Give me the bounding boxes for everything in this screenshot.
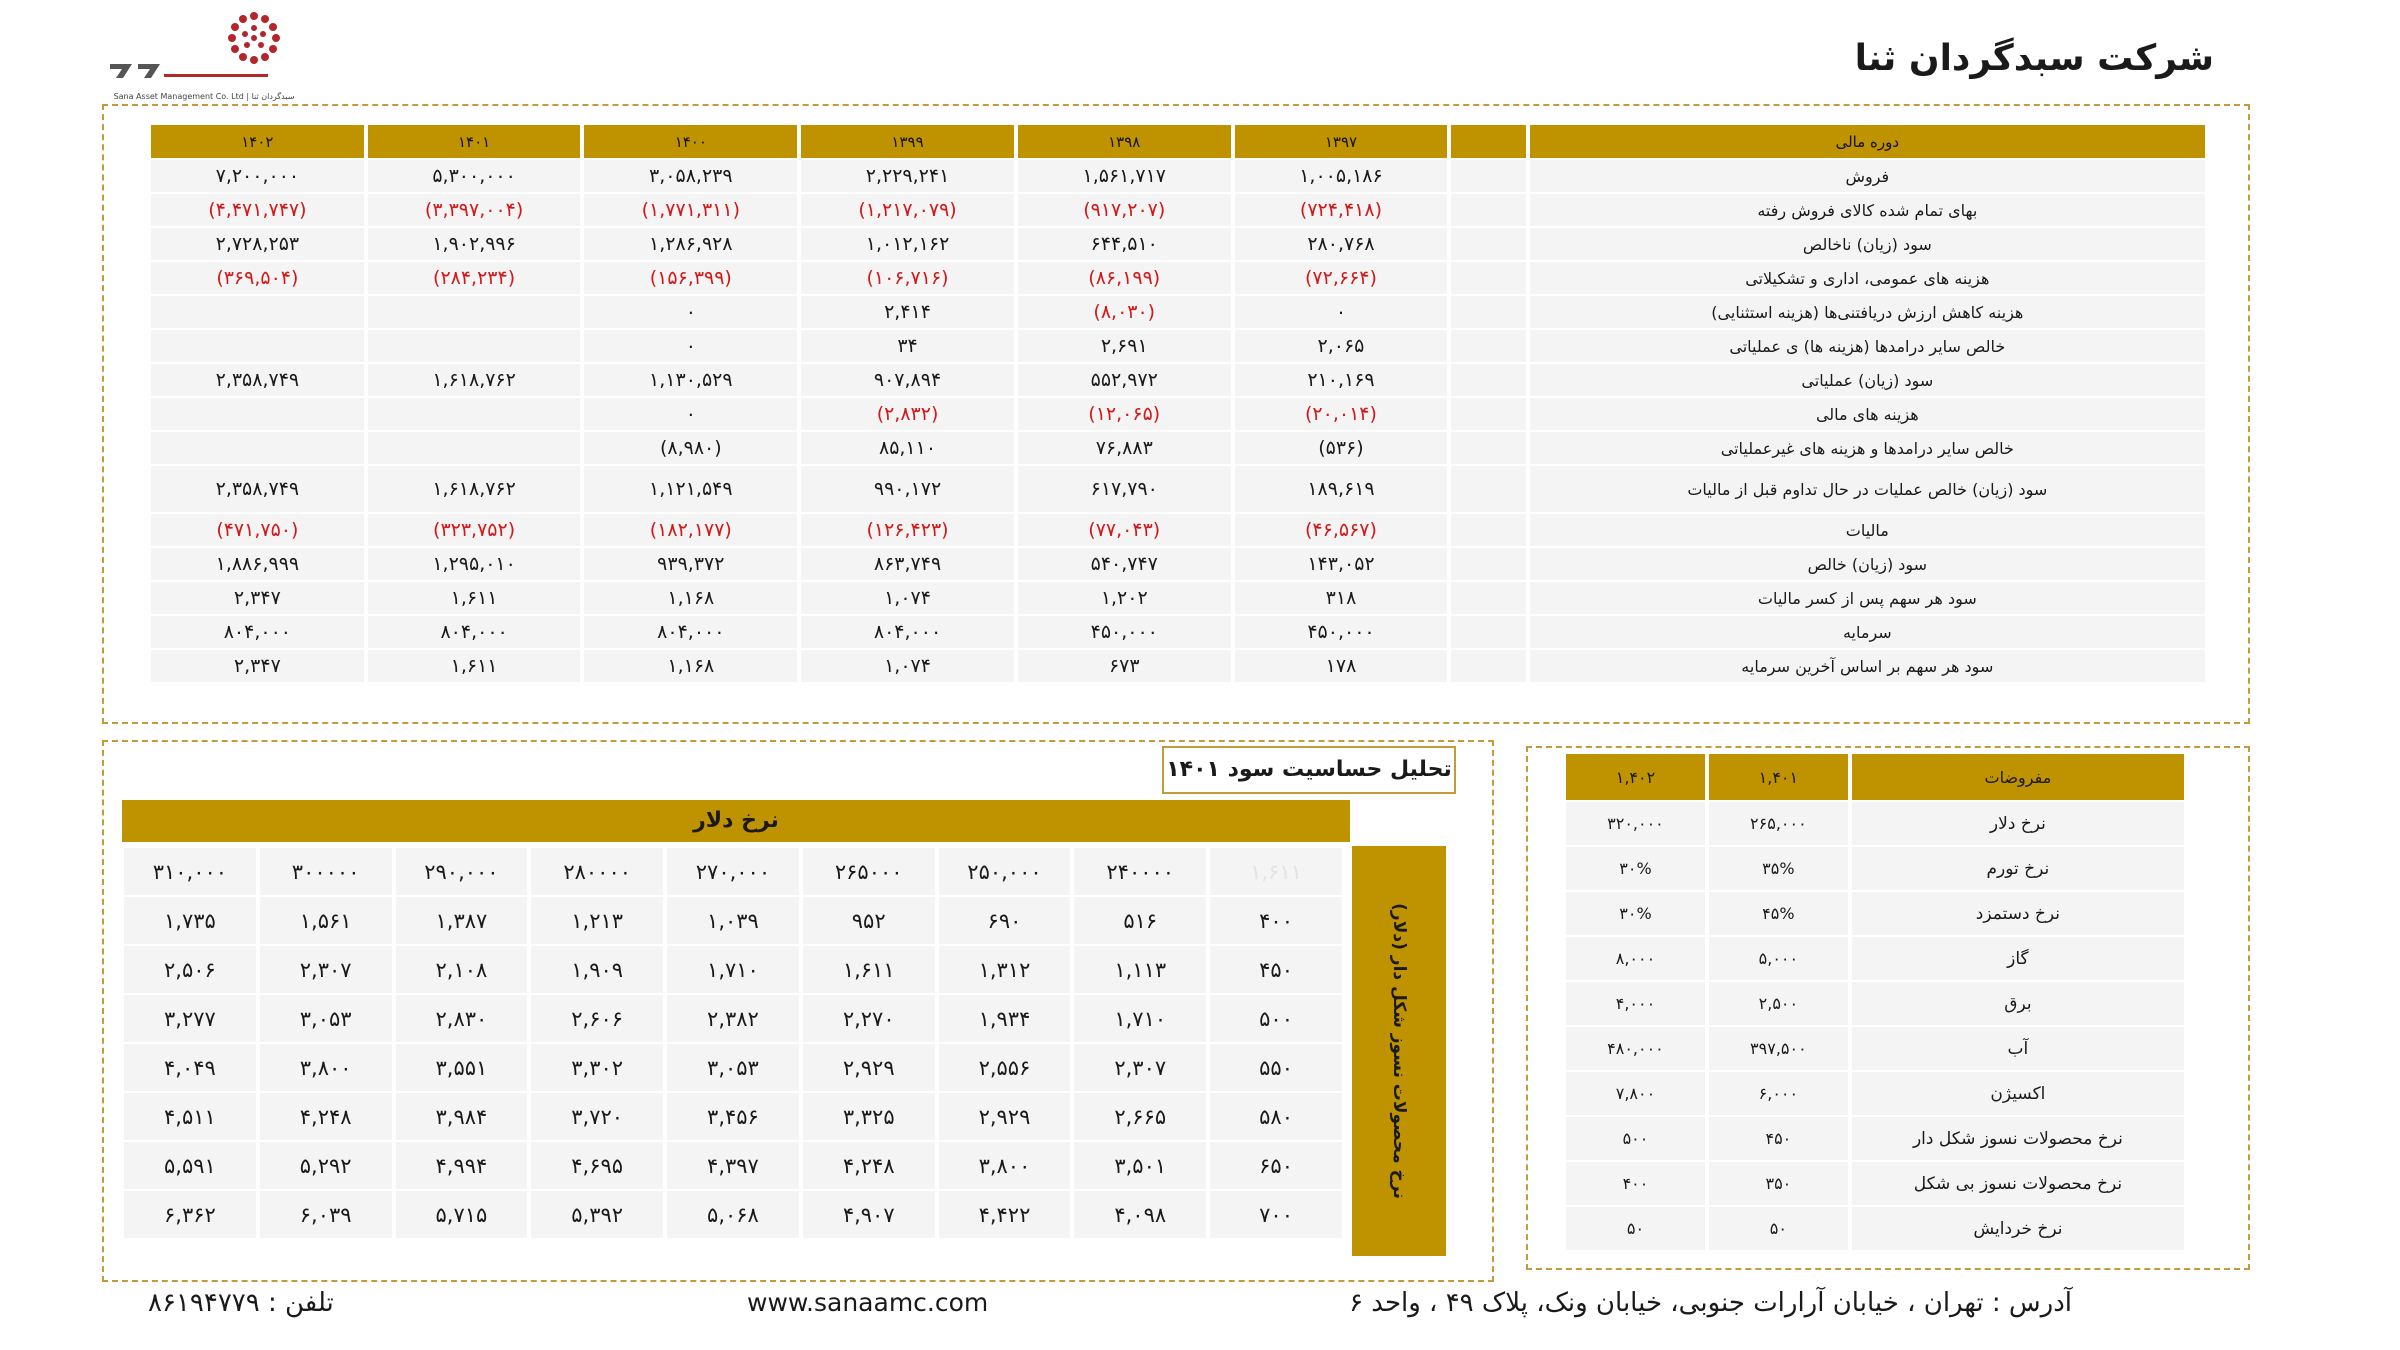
assumption-value: ۴۵۰ (1709, 1117, 1848, 1160)
corner-cell: ۱,۶۱۱ (1210, 848, 1342, 895)
value-cell: ۳۴ (801, 330, 1014, 362)
profit-cell: ۵,۲۹۲ (260, 1142, 392, 1189)
product-price-cell: ۵۸۰ (1210, 1093, 1342, 1140)
value-cell (151, 432, 364, 464)
profit-cell: ۲,۵۰۶ (124, 946, 256, 993)
table-row (1566, 847, 2184, 890)
assumptions-header-row (1566, 754, 2184, 800)
profit-cell: ۴,۰۴۹ (124, 1044, 256, 1091)
row-label: سود هر سهم پس از کسر مالیات (1530, 582, 2205, 614)
dollar-rate-cell: ۲۹۰,۰۰۰ (396, 848, 528, 895)
assumption-value: ۵۰۰ (1566, 1117, 1705, 1160)
value-cell: ۱,۶۱۱ (368, 650, 581, 682)
value-cell: (۴۶,۵۶۷) (1235, 514, 1448, 546)
value-cell: (۱,۲۱۷,۰۷۹) (801, 194, 1014, 226)
profit-cell: ۱,۰۳۹ (667, 897, 799, 944)
table-row (151, 228, 2205, 260)
value-cell: ۱,۰۱۲,۱۶۲ (801, 228, 1014, 260)
profit-cell: ۳,۸۰۰ (939, 1142, 1071, 1189)
value-cell: (۱۰۶,۷۱۶) (801, 262, 1014, 294)
value-cell: ۰ (1235, 296, 1448, 328)
logo-mark-icon (104, 8, 304, 92)
value-cell: ۷۶,۸۸۳ (1018, 432, 1231, 464)
profit-cell: ۳,۵۰۱ (1074, 1142, 1206, 1189)
sensitivity-table (120, 846, 1346, 1240)
value-cell: ۱,۶۱۱ (368, 582, 581, 614)
value-cell: ۲,۳۵۸,۷۴۹ (151, 364, 364, 396)
footer-address: آدرس : تهران ، خیابان آرارات جنوبی، خیابان ونک، پلاک ۴۹ ، واحد ۶ (1349, 1288, 2072, 1318)
assumption-value: ۷,۸۰۰ (1566, 1072, 1705, 1115)
value-cell: ۱,۲۸۶,۹۲۸ (584, 228, 797, 260)
value-cell (151, 296, 364, 328)
value-cell: ۶۴۴,۵۱۰ (1018, 228, 1231, 260)
value-cell (368, 432, 581, 464)
profit-cell: ۴,۰۹۸ (1074, 1191, 1206, 1238)
assumption-label: برق (1852, 982, 2184, 1025)
assumptions-header: مفروضات (1852, 754, 2184, 800)
value-cell: ۱,۰۷۴ (801, 650, 1014, 682)
row-label: فروش (1530, 160, 2205, 192)
value-cell: ۱,۲۰۲ (1018, 582, 1231, 614)
profit-cell: ۳,۵۵۱ (396, 1044, 528, 1091)
profit-cell: ۳,۳۰۲ (531, 1044, 663, 1091)
assumption-value: ۳۰% (1566, 847, 1705, 890)
spacer-cell (1451, 616, 1525, 648)
dollar-rate-cell: ۲۵۰,۰۰۰ (939, 848, 1071, 895)
profit-cell: ۲,۸۳۰ (396, 995, 528, 1042)
spacer-cell (1451, 514, 1525, 546)
profit-cell: ۲,۳۰۷ (260, 946, 392, 993)
assumption-value: ۴۰۰ (1566, 1162, 1705, 1205)
value-cell: ۱,۸۸۶,۹۹۹ (151, 548, 364, 580)
table-row (151, 330, 2205, 362)
value-cell: ۹۹۰,۱۷۲ (801, 466, 1014, 512)
value-cell: ۲,۳۵۸,۷۴۹ (151, 466, 364, 512)
value-cell: (۲۸۴,۲۳۴) (368, 262, 581, 294)
value-cell: (۹۱۷,۲۰۷) (1018, 194, 1231, 226)
value-cell: ۱۸۹,۶۱۹ (1235, 466, 1448, 512)
assumption-value: ۶,۰۰۰ (1709, 1072, 1848, 1115)
assumption-value: ۵۰ (1566, 1207, 1705, 1250)
assumption-value: ۴۵% (1709, 892, 1848, 935)
row-label: سرمایه (1530, 616, 2205, 648)
assumption-value: ۵,۰۰۰ (1709, 937, 1848, 980)
spacer-cell (1451, 330, 1525, 362)
product-price-cell: ۶۵۰ (1210, 1142, 1342, 1189)
product-price-cell: ۵۰۰ (1210, 995, 1342, 1042)
dollar-rate-cell: ۲۴۰۰۰۰ (1074, 848, 1206, 895)
value-cell (368, 296, 581, 328)
profit-cell: ۱,۶۱۱ (803, 946, 935, 993)
year-header: ۱۴۰۱ (368, 125, 581, 158)
profit-cell: ۴,۹۹۴ (396, 1142, 528, 1189)
value-cell: ۱,۱۲۱,۵۴۹ (584, 466, 797, 512)
value-cell: ۲,۷۲۸,۲۵۳ (151, 228, 364, 260)
profit-cell: ۱,۵۶۱ (260, 897, 392, 944)
profit-cell: ۱,۱۱۳ (1074, 946, 1206, 993)
profit-cell: ۴,۵۱۱ (124, 1093, 256, 1140)
assumption-label: گاز (1852, 937, 2184, 980)
profit-cell: ۱,۹۰۹ (531, 946, 663, 993)
table-row (124, 995, 1342, 1042)
value-cell: ۹۰۷,۸۹۴ (801, 364, 1014, 396)
profit-cell: ۶,۰۳۹ (260, 1191, 392, 1238)
dollar-rate-cell: ۳۱۰,۰۰۰ (124, 848, 256, 895)
product-price-cell: ۵۵۰ (1210, 1044, 1342, 1091)
assumptions-table (1562, 752, 2188, 1252)
value-cell: ۱,۹۰۲,۹۹۶ (368, 228, 581, 260)
table-row (124, 1093, 1342, 1140)
table-row (124, 1142, 1342, 1189)
profit-cell: ۵,۰۶۸ (667, 1191, 799, 1238)
table-row (151, 364, 2205, 396)
profit-cell: ۴,۳۹۷ (667, 1142, 799, 1189)
table-row (1566, 1207, 2184, 1250)
table-row (1566, 892, 2184, 935)
year-header: ۱,۴۰۲ (1566, 754, 1705, 800)
sensitivity-title: تحلیل حساسیت سود ۱۴۰۱ (1162, 746, 1456, 794)
assumption-value: ۴,۰۰۰ (1566, 982, 1705, 1025)
year-header: ۱۴۰۰ (584, 125, 797, 158)
table-row (1566, 982, 2184, 1025)
profit-cell: ۱,۳۱۲ (939, 946, 1071, 993)
profit-cell: ۱,۷۱۰ (1074, 995, 1206, 1042)
company-logo (104, 8, 304, 104)
profit-cell: ۴,۲۴۸ (260, 1093, 392, 1140)
row-label: بهای تمام شده کالای فروش رفته (1530, 194, 2205, 226)
value-cell (151, 398, 364, 430)
profit-cell: ۱,۹۳۴ (939, 995, 1071, 1042)
value-cell: (۳,۳۹۷,۰۰۴) (368, 194, 581, 226)
value-cell: ۱,۵۶۱,۷۱۷ (1018, 160, 1231, 192)
assumption-label: نرخ خردایش (1852, 1207, 2184, 1250)
product-price-cell: ۴۵۰ (1210, 946, 1342, 993)
table-row (151, 548, 2205, 580)
value-cell: ۴۵۰,۰۰۰ (1235, 616, 1448, 648)
financial-header-row (151, 125, 2205, 158)
dollar-rate-cell: ۲۸۰۰۰۰ (531, 848, 663, 895)
spacer-cell (1451, 194, 1525, 226)
assumption-value: ۳۰% (1566, 892, 1705, 935)
value-cell: ۲,۴۱۴ (801, 296, 1014, 328)
profit-cell: ۵,۵۹۱ (124, 1142, 256, 1189)
table-row (1566, 937, 2184, 980)
value-cell: ۱,۰۷۴ (801, 582, 1014, 614)
value-cell: (۲,۸۳۲) (801, 398, 1014, 430)
assumption-label: آب (1852, 1027, 2184, 1070)
profit-cell: ۲,۲۷۰ (803, 995, 935, 1042)
value-cell: ۸۶۳,۷۴۹ (801, 548, 1014, 580)
value-cell: ۰ (584, 330, 797, 362)
value-cell: (۴,۴۷۱,۷۴۷) (151, 194, 364, 226)
value-cell: (۳۶۹,۵۰۴) (151, 262, 364, 294)
profit-cell: ۳,۰۵۳ (667, 1044, 799, 1091)
row-label: مالیات (1530, 514, 2205, 546)
row-label: سود هر سهم بر اساس آخرین سرمایه (1530, 650, 2205, 682)
product-price-cell: ۷۰۰ (1210, 1191, 1342, 1238)
assumption-value: ۸,۰۰۰ (1566, 937, 1705, 980)
table-row (151, 160, 2205, 192)
assumption-value: ۳۵% (1709, 847, 1848, 890)
spacer-cell (1451, 228, 1525, 260)
assumption-value: ۵۰ (1709, 1207, 1848, 1250)
table-row (151, 466, 2205, 512)
profit-cell: ۲,۶۰۶ (531, 995, 663, 1042)
value-cell: (۱,۷۷۱,۳۱۱) (584, 194, 797, 226)
profit-cell: ۳,۲۷۷ (124, 995, 256, 1042)
table-row (151, 398, 2205, 430)
value-cell: ۰ (584, 296, 797, 328)
value-cell: ۸۰۴,۰۰۰ (801, 616, 1014, 648)
year-header: ۱۴۰۲ (151, 125, 364, 158)
row-label: خالص سایر درامدها (هزینه ها) ی عملیاتی (1530, 330, 2205, 362)
profit-cell: ۳,۳۲۵ (803, 1093, 935, 1140)
value-cell: ۲۸۰,۷۶۸ (1235, 228, 1448, 260)
assumption-value: ۴۸۰,۰۰۰ (1566, 1027, 1705, 1070)
dollar-rate-axis-label: نرخ دلار (122, 800, 1350, 842)
product-price-axis-label: نرخ محصولات نسوز شکل دار (دلار) (1389, 903, 1409, 1199)
row-label: خالص سایر درامدها و هزینه های غیرعملیاتی (1530, 432, 2205, 464)
table-row (151, 650, 2205, 682)
value-cell: (۷۲,۶۶۴) (1235, 262, 1448, 294)
value-cell: ۰ (584, 398, 797, 430)
profit-cell: ۹۵۲ (803, 897, 935, 944)
footer-website[interactable]: www.sanaamc.com (747, 1288, 989, 1317)
value-cell: (۷۲۴,۴۱۸) (1235, 194, 1448, 226)
value-cell: (۳۲۳,۷۵۲) (368, 514, 581, 546)
value-cell (368, 330, 581, 362)
spacer-header (1451, 125, 1525, 158)
row-label: هزینه های مالی (1530, 398, 2205, 430)
product-price-cell: ۴۰۰ (1210, 897, 1342, 944)
year-header: ۱,۴۰۱ (1709, 754, 1848, 800)
assumption-label: نرخ دلار (1852, 802, 2184, 845)
value-cell: ۱۷۸ (1235, 650, 1448, 682)
profit-cell: ۵,۳۹۲ (531, 1191, 663, 1238)
logo-subtext: Sana Asset Management Co. Ltd | سبدگردان ثنا (113, 92, 295, 101)
value-cell: ۸۰۴,۰۰۰ (368, 616, 581, 648)
table-row (124, 946, 1342, 993)
value-cell: ۱,۱۶۸ (584, 582, 797, 614)
value-cell: (۷۷,۰۴۳) (1018, 514, 1231, 546)
profit-cell: ۴,۲۴۸ (803, 1142, 935, 1189)
value-cell: ۵۴۰,۷۴۷ (1018, 548, 1231, 580)
profit-cell: ۵,۷۱۵ (396, 1191, 528, 1238)
value-cell: (۸,۹۸۰) (584, 432, 797, 464)
profit-cell: ۲,۳۸۲ (667, 995, 799, 1042)
profit-cell: ۲,۵۵۶ (939, 1044, 1071, 1091)
table-row (151, 296, 2205, 328)
spacer-cell (1451, 262, 1525, 294)
value-cell: ۱,۲۹۵,۰۱۰ (368, 548, 581, 580)
value-cell: ۸۰۴,۰۰۰ (151, 616, 364, 648)
spacer-cell (1451, 432, 1525, 464)
profit-cell: ۲,۳۰۷ (1074, 1044, 1206, 1091)
value-cell (151, 330, 364, 362)
profit-cell: ۲,۶۶۵ (1074, 1093, 1206, 1140)
profit-cell: ۲,۹۲۹ (803, 1044, 935, 1091)
value-cell: ۶۱۷,۷۹۰ (1018, 466, 1231, 512)
value-cell: ۵,۳۰۰,۰۰۰ (368, 160, 581, 192)
spacer-cell (1451, 296, 1525, 328)
spacer-cell (1451, 548, 1525, 580)
value-cell: (۸,۰۳۰) (1018, 296, 1231, 328)
table-row (124, 1044, 1342, 1091)
value-cell: ۱۴۳,۰۵۲ (1235, 548, 1448, 580)
row-label: سود (زیان) خالص عملیات در حال تداوم قبل از مالیات (1530, 466, 2205, 512)
profit-cell: ۱,۷۳۵ (124, 897, 256, 944)
row-label: سود (زیان) خالص (1530, 548, 2205, 580)
footer-phone: تلفن : ۸۶۱۹۴۷۷۹ (148, 1288, 334, 1318)
spacer-cell (1451, 582, 1525, 614)
value-cell: ۲,۲۲۹,۲۴۱ (801, 160, 1014, 192)
profit-cell: ۵۱۶ (1074, 897, 1206, 944)
row-label: هزینه های عمومی، اداری و تشکیلاتی (1530, 262, 2205, 294)
period-header: دوره مالی (1530, 125, 2205, 158)
assumption-label: نرخ محصولات نسوز شکل دار (1852, 1117, 2184, 1160)
row-label: سود (زیان) عملیاتی (1530, 364, 2205, 396)
value-cell: ۲,۰۶۵ (1235, 330, 1448, 362)
profit-cell: ۴,۴۲۲ (939, 1191, 1071, 1238)
profit-cell: ۶۹۰ (939, 897, 1071, 944)
profit-cell: ۳,۹۸۴ (396, 1093, 528, 1140)
profit-cell: ۱,۳۸۷ (396, 897, 528, 944)
profit-cell: ۳,۰۵۳ (260, 995, 392, 1042)
value-cell: ۱,۰۰۵,۱۸۶ (1235, 160, 1448, 192)
profit-cell: ۴,۶۹۵ (531, 1142, 663, 1189)
dollar-rate-cell: ۳۰۰۰۰۰ (260, 848, 392, 895)
profit-cell: ۲,۹۲۹ (939, 1093, 1071, 1140)
value-cell: (۲۰,۰۱۴) (1235, 398, 1448, 430)
value-cell: ۳,۰۵۸,۲۳۹ (584, 160, 797, 192)
profit-cell: ۳,۷۲۰ (531, 1093, 663, 1140)
assumption-value: ۳۹۷,۵۰۰ (1709, 1027, 1848, 1070)
value-cell: ۸۵,۱۱۰ (801, 432, 1014, 464)
profit-cell: ۱,۷۱۰ (667, 946, 799, 993)
year-header: ۱۳۹۹ (801, 125, 1014, 158)
page-title: شرکت سبدگردان ثنا (1854, 38, 2214, 79)
spacer-cell (1451, 466, 1525, 512)
value-cell: (۸۶,۱۹۹) (1018, 262, 1231, 294)
table-row (151, 616, 2205, 648)
spacer-cell (1451, 650, 1525, 682)
table-row (1566, 1072, 2184, 1115)
value-cell: ۶۷۳ (1018, 650, 1231, 682)
dollar-rate-cell: ۲۶۵۰۰۰ (803, 848, 935, 895)
value-cell: ۸۰۴,۰۰۰ (584, 616, 797, 648)
value-cell: ۵۵۲,۹۷۲ (1018, 364, 1231, 396)
table-row (124, 1191, 1342, 1238)
year-header: ۱۳۹۸ (1018, 125, 1231, 158)
profit-cell: ۴,۹۰۷ (803, 1191, 935, 1238)
profit-cell: ۶,۳۶۲ (124, 1191, 256, 1238)
value-cell: ۲,۳۴۷ (151, 582, 364, 614)
table-row (151, 262, 2205, 294)
profit-cell: ۱,۲۱۳ (531, 897, 663, 944)
value-cell: ۲,۶۹۱ (1018, 330, 1231, 362)
table-row (151, 432, 2205, 464)
profit-cell: ۳,۴۵۶ (667, 1093, 799, 1140)
assumption-value: ۳۲۰,۰۰۰ (1566, 802, 1705, 845)
value-cell: ۱,۶۱۸,۷۶۲ (368, 364, 581, 396)
value-cell: ۱,۶۱۸,۷۶۲ (368, 466, 581, 512)
dollar-rate-cell: ۲۷۰,۰۰۰ (667, 848, 799, 895)
assumption-label: اکسیژن (1852, 1072, 2184, 1115)
value-cell: ۲,۳۴۷ (151, 650, 364, 682)
value-cell: (۱۵۶,۳۹۹) (584, 262, 797, 294)
assumption-value: ۳۵۰ (1709, 1162, 1848, 1205)
value-cell: (۱۲,۰۶۵) (1018, 398, 1231, 430)
table-row (1566, 802, 2184, 845)
value-cell: ۷,۲۰۰,۰۰۰ (151, 160, 364, 192)
value-cell: ۱,۱۶۸ (584, 650, 797, 682)
assumption-label: نرخ محصولات نسوز بی شکل (1852, 1162, 2184, 1205)
value-cell: (۱۸۲,۱۷۷) (584, 514, 797, 546)
value-cell: ۳۱۸ (1235, 582, 1448, 614)
table-row (151, 194, 2205, 226)
value-cell: (۴۷۱,۷۵۰) (151, 514, 364, 546)
value-cell (368, 398, 581, 430)
value-cell: (۱۲۶,۴۲۳) (801, 514, 1014, 546)
profit-cell: ۳,۸۰۰ (260, 1044, 392, 1091)
spacer-cell (1451, 398, 1525, 430)
table-row (151, 514, 2205, 546)
assumption-value: ۲,۵۰۰ (1709, 982, 1848, 1025)
table-row (124, 897, 1342, 944)
spacer-cell (1451, 364, 1525, 396)
assumption-value: ۲۶۵,۰۰۰ (1709, 802, 1848, 845)
value-cell: ۴۵۰,۰۰۰ (1018, 616, 1231, 648)
row-label: هزینه کاهش ارزش دریافتنی‌ها (هزینه استثنایی) (1530, 296, 2205, 328)
assumption-label: نرخ تورم (1852, 847, 2184, 890)
year-header: ۱۳۹۷ (1235, 125, 1448, 158)
table-row (151, 582, 2205, 614)
profit-cell: ۲,۱۰۸ (396, 946, 528, 993)
value-cell: ۱,۱۳۰,۵۲۹ (584, 364, 797, 396)
spacer-cell (1451, 160, 1525, 192)
table-row (1566, 1162, 2184, 1205)
table-row (1566, 1027, 2184, 1070)
dollar-rate-row (124, 848, 1342, 895)
assumption-label: نرخ دستمزد (1852, 892, 2184, 935)
value-cell: (۵۳۶) (1235, 432, 1448, 464)
value-cell: ۹۳۹,۳۷۲ (584, 548, 797, 580)
financial-statement-table (147, 123, 2209, 684)
row-label: سود (زیان) ناخالص (1530, 228, 2205, 260)
table-row (1566, 1117, 2184, 1160)
product-price-axis-bar (1352, 846, 1446, 1256)
value-cell: ۲۱۰,۱۶۹ (1235, 364, 1448, 396)
